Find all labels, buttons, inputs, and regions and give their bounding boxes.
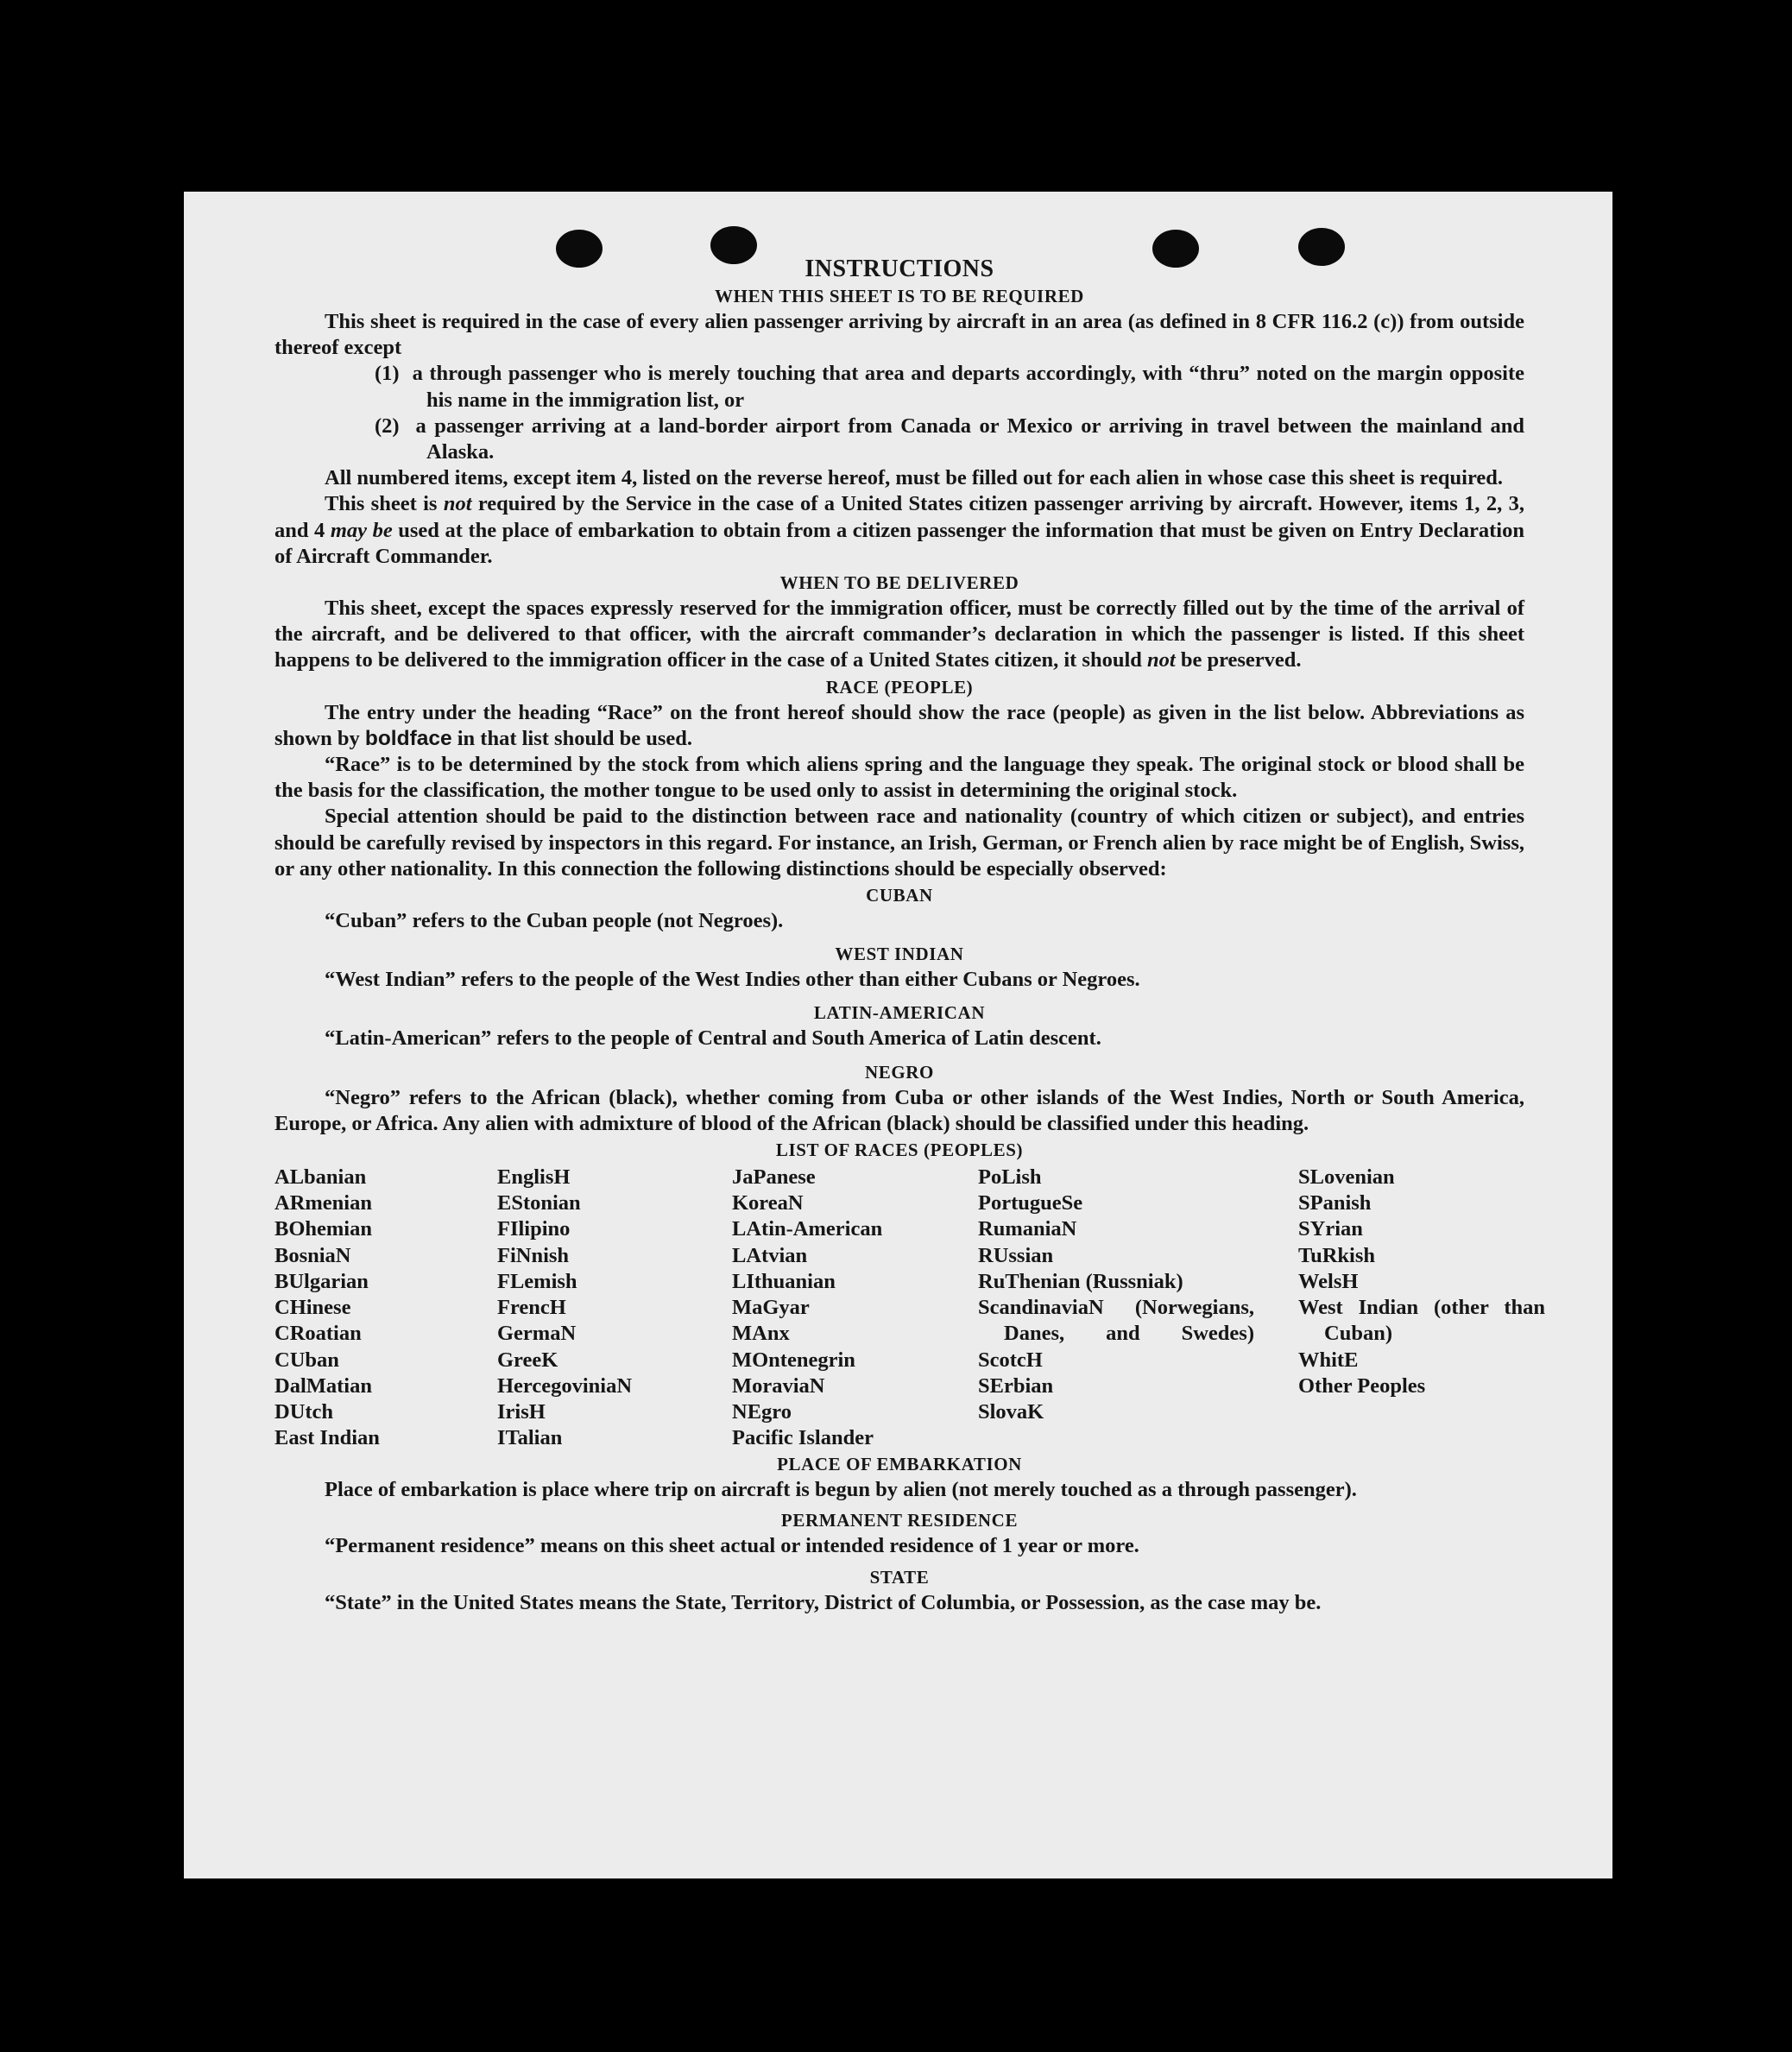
text-run: be preserved. [1175,648,1302,672]
race-entry: MoraviaN [732,1373,825,1398]
race-entry: CUban [274,1348,339,1372]
race-entry: RumaniaN [978,1217,1077,1241]
section-heading-embarkation: PLACE OF EMBARKATION [777,1454,1022,1475]
text-run: This sheet is [325,492,444,516]
paragraph-race-stock: “Race” is to be determined by the stock from which aliens spring and the language they speak. The original stock or blood shall be the basis for the classification, the mother tongue to be used only to assist in determining the original stock. [274,753,1524,803]
race-entry: ScotcH [978,1348,1043,1372]
section-heading-latin-american: LATIN-AMERICAN [813,1002,986,1024]
race-entry: FIlipino [497,1217,571,1241]
paragraph-race-nationality: Special attention should be paid to the distinction between race and nationality (country of which citizen or subject), and entries should be carefully revised by inspectors in this regard. For instance, an Irish, German, or French alien by race might be of English, Swiss, or any other nationality. In this connection the following distinctions should be especially observed: [274,805,1524,881]
text-run: required by the Service in the case of a United States citizen passenger arriving by aircraft. However, items 1, 2, 3, and 4 [274,492,1525,542]
item-text: a through passenger who is merely touching that area and departs accordingly, with “thru” noted on the margin opposite his name in the immigration list, or [412,362,1524,412]
race-entry: West Indian (other than Cuban) [1298,1296,1545,1346]
paragraph-residence: “Permanent residence” means on this sheet actual or intended residence of 1 year or more. [325,1533,1139,1557]
section-heading-required: WHEN THIS SHEET IS TO BE REQUIRED [715,286,1084,306]
paragraph-cuban: “Cuban” refers to the Cuban people (not Negroes). [325,909,784,933]
race-entry: ARmenian [274,1191,372,1215]
race-entry: LAtvian [732,1243,808,1267]
section-heading-negro: NEGRO [864,1061,934,1083]
race-entry: DalMatian [274,1373,372,1398]
section-heading-cuban: CUBAN [866,885,933,906]
paragraph-negro: “Negro” refers to the African (black), whether coming from Cuba or other islands of the West Indies, North or South America, Europe, or Africa. Any alien with admixture of blood of the African (black) should be classified under this heading. [274,1085,1524,1135]
text-run: This sheet, except the spaces expressly reserved for the immigration officer, must be correctly filled out by the time of the arrival of the aircraft, and be delivered to that officer, with the aircraft commander’s declaration in which the passenger is listed. If this sheet happens to be delivered to the immigration officer in the case of a United States citizen, it should [274,597,1524,672]
race-entry: CHinese [274,1296,351,1320]
section-heading-delivered: WHEN TO BE DELIVERED [779,572,1019,594]
text-run: The entry under the heading “Race” on the front hereof should show the race (people) as given in the list below. Abbreviations as shown by [274,700,1524,750]
race-entry: MOntenegrin [732,1348,855,1372]
races-list [274,1165,1545,1451]
paragraph-west-indian: “West Indian” refers to the people of the West Indies other than either Cubans or Negroes. [325,968,1140,992]
race-entry: Other Peoples [1298,1373,1426,1398]
race-entry: WhitE [1298,1348,1359,1372]
paragraph-citizen [274,491,1524,570]
races-column-5 [1298,1165,1545,1451]
item-text: a passenger arriving at a land-border airport from Canada or Mexico or arriving in travel between the mainland and Alaska. [415,414,1525,464]
race-entry: BUlgarian [274,1269,369,1293]
section-heading-races-list: LIST OF RACES (PEOPLES) [775,1140,1024,1161]
exception-item-2 [274,414,1524,465]
sheet-content [274,256,1545,1616]
race-entry: SYrian [1298,1217,1363,1241]
race-entry: HercegoviniaN [497,1373,633,1398]
race-entry: WelsH [1298,1269,1359,1293]
emphasis-text: may be [330,518,393,542]
paragraph-race-entry [274,700,1524,752]
race-entry: IrisH [497,1399,546,1424]
race-entry: MAnx [732,1322,790,1346]
section-heading-west-indian: WEST INDIAN [835,944,964,965]
race-entry: SlovaK [978,1399,1044,1424]
race-entry: PortugueSe [978,1191,1083,1215]
emphasis-text: not [1147,648,1176,672]
race-entry: GreeK [497,1348,558,1372]
paragraph-intro: This sheet is required in the case of every alien passenger arriving by aircraft in an area (as defined in 8 CFR 116.2 (c)) from outside thereof except [274,310,1524,360]
race-entry: CRoatian [274,1322,362,1346]
text-run: used at the place of embarkation to obtain from a citizen passenger the information that must be given on Entry Declaration of Aircraft Commander. [274,518,1524,568]
race-entry: TuRkish [1298,1243,1376,1267]
race-entry: EStonian [497,1191,581,1215]
race-entry: SLovenian [1298,1165,1395,1190]
item-number: (2) [375,414,400,438]
race-entry: GermaN [497,1322,577,1346]
boldface-text: boldface [364,726,452,750]
section-heading-state: STATE [869,1566,930,1588]
race-entry: East Indian [274,1426,380,1450]
page-title: INSTRUCTIONS [805,256,994,282]
paragraph-numbered-items: All numbered items, except item 4, listed on the reverse hereof, must be filled out for each alien in whose case this sheet is required. [325,466,1504,490]
paragraph-delivered [274,596,1524,674]
race-entry: Pacific Islander [732,1426,874,1450]
paragraph-latin-american: “Latin-American” refers to the people of Central and South America of Latin descent. [325,1026,1101,1051]
race-entry: LAtin-American [732,1217,883,1241]
race-entry: KoreaN [732,1191,804,1215]
race-entry: RuThenian (Russniak) [978,1269,1183,1293]
race-entry: NEgro [732,1399,792,1424]
race-entry: DUtch [274,1399,334,1424]
race-entry: PoLish [978,1165,1042,1190]
race-entry: MaGyar [732,1296,810,1320]
race-entry: SPanish [1298,1191,1372,1215]
races-column-1 [274,1165,497,1451]
race-entry: FLemish [497,1269,577,1293]
races-column-3 [732,1165,978,1451]
race-entry: LIthuanian [732,1269,836,1293]
race-entry: FrencH [497,1296,566,1320]
race-entry: ITalian [497,1426,563,1450]
item-number: (1) [375,362,400,386]
races-column-4 [978,1165,1298,1451]
race-entry: SErbian [978,1373,1054,1398]
instruction-sheet [184,192,1612,1878]
emphasis-text: not [443,492,472,516]
race-entry: FiNnish [497,1243,570,1267]
section-heading-race: RACE (PEOPLE) [825,676,974,698]
exception-item-1 [274,361,1524,413]
race-entry: ScandinaviaN (Norwegians, Danes, and Swedes) [978,1296,1254,1346]
race-entry: RUssian [978,1243,1054,1267]
paragraph-embarkation: Place of embarkation is place where trip on aircraft is begun by alien (not merely touched as a through passenger). [325,1478,1357,1502]
races-column-2 [497,1165,732,1451]
text-run: in that list should be used. [451,726,693,750]
race-entry: ALbanian [274,1165,367,1190]
section-heading-residence: PERMANENT RESIDENCE [780,1509,1019,1531]
race-entry: JaPanese [732,1165,816,1190]
race-entry: EnglisH [497,1165,571,1190]
paragraph-state: “State” in the United States means the State, Territory, District of Columbia, or Possession, as the case may be. [325,1590,1322,1614]
race-entry: BosniaN [274,1243,351,1267]
race-entry: BOhemian [274,1217,372,1241]
